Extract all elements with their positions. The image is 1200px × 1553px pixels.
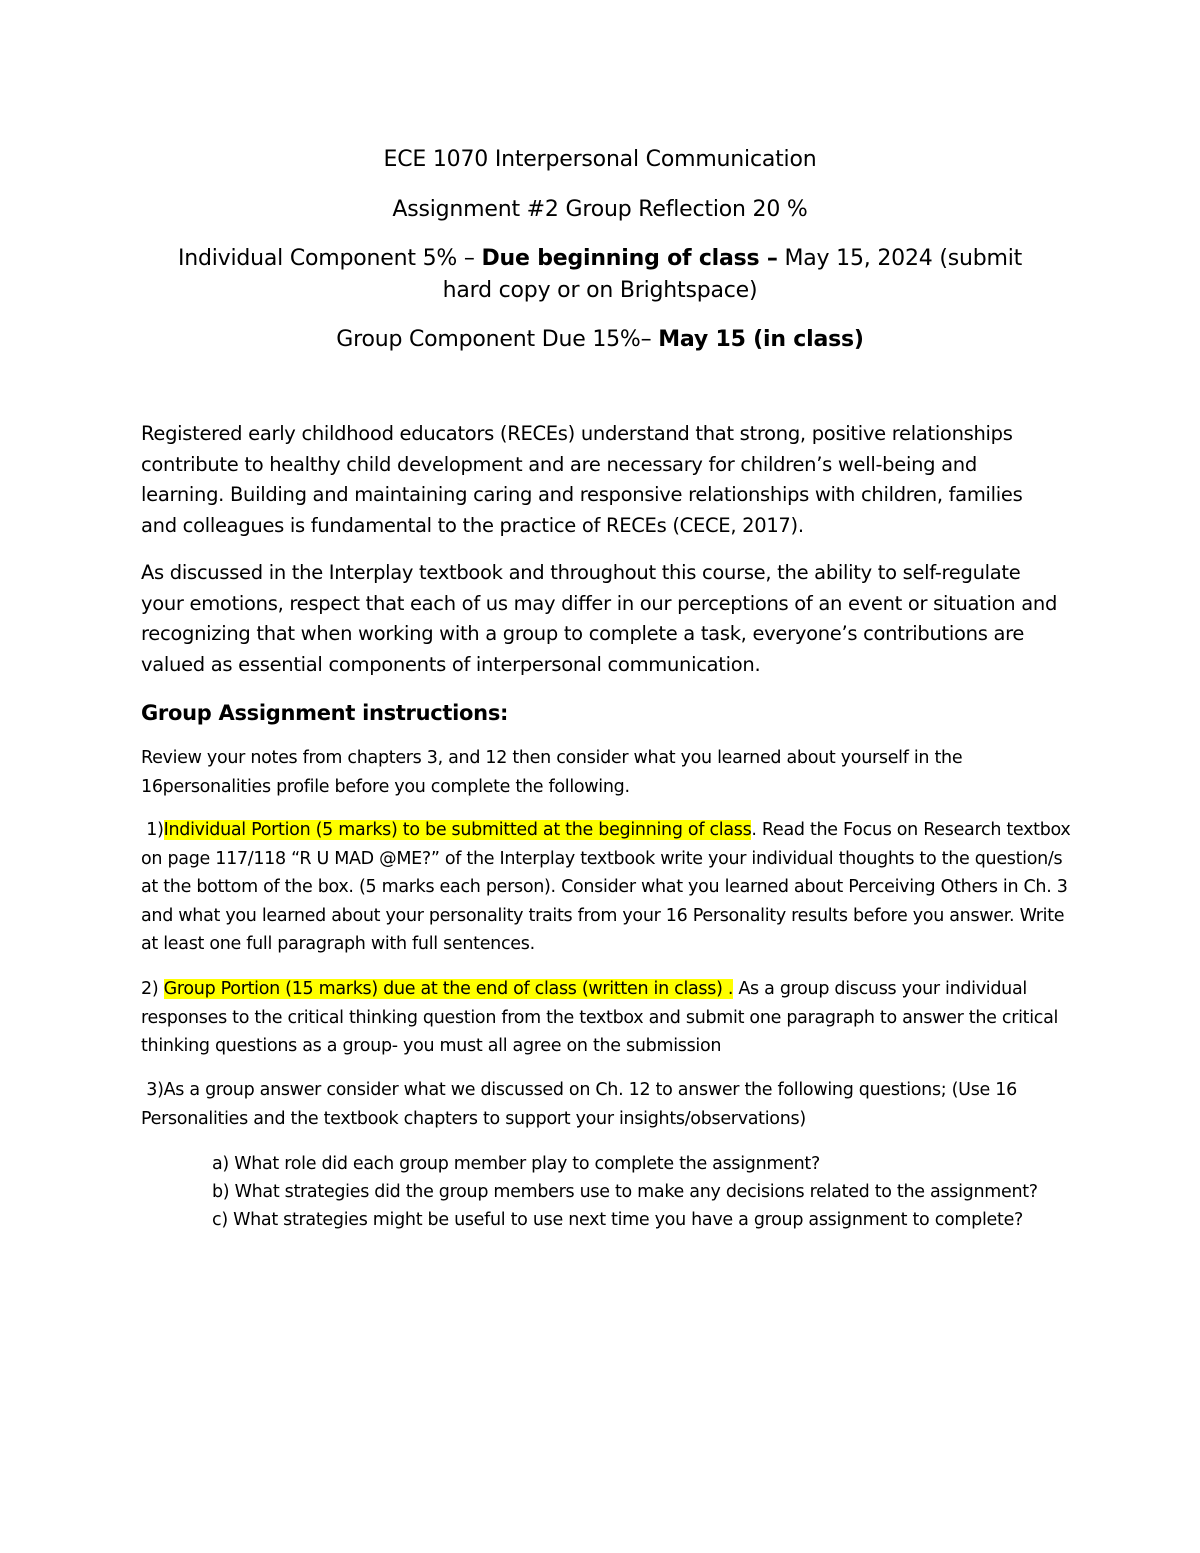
intro-paragraph-1: Registered early childhood educators (RECEs) understand that strong, positive relationships contribute to healthy child development and are necessary for children’s well-being and learning. Building and maintaining caring and responsive relationships with children, families and colleagues is fundamental to the practice of RECEs (CECE, 2017). — [141, 422, 1023, 537]
list-item: c) What strategies might be useful to use next time you have a group assignment to complete? — [212, 1210, 1024, 1230]
item-1-highlight: Individual Portion (5 marks) to be submitted at the beginning of class — [163, 820, 752, 840]
item-1-text: . Read the Focus on Research textbox on page 117/118 “R U MAD @ME?” of the Interplay textbook write your individual thoughts to the question/s at the bottom of the box. (5 marks each person). Consider what you learned about Perceiving Others in Ch. 3 and what you learned about your personality traits from your 16 Personality results before you answer. Write at least one full paragraph with full sentences. — [141, 820, 1071, 954]
intro-paragraph-2: As discussed in the Interplay textbook and throughout this course, the ability to self-regulate your emotions, respect that each of us may differ in our perceptions of an event or situation and recognizing that when working with a group to complete a task, everyone’s contributions are valued as essential components of interpersonal communication. — [141, 561, 1058, 676]
group-component-prefix: Group Component Due 15%– — [336, 327, 659, 352]
question-list — [212, 1150, 1038, 1234]
item-group-portion — [141, 975, 1076, 1061]
review-paragraph: Review your notes from chapters 3, and 12 then consider what you learned about yourself in the 16personalities profile before you complete the following. — [141, 748, 963, 797]
item-2-highlight: Group Portion (15 marks) due at the end of class (written in class) . — [163, 979, 734, 999]
assignment-title: Assignment #2 Group Reflection 20 % — [392, 197, 808, 222]
list-item: a) What role did each group member play to complete the assignment? — [212, 1154, 820, 1174]
group-component-due: May 15 (in class) — [658, 327, 864, 352]
individual-component-due: Due beginning of class – — [481, 246, 778, 271]
individual-component-line — [150, 243, 1050, 307]
item-group-questions — [141, 1076, 1076, 1133]
individual-component-date: May 15, 2024 (submit hard copy or on Brightspace) — [442, 246, 1023, 303]
item-3-text: 3)As a group answer consider what we discussed on Ch. 12 to answer the following questions; (Use 16 Personalities and the textbook chapters to support your insights/observations) — [141, 1080, 1017, 1129]
individual-component-prefix: Individual Component 5% – — [177, 246, 482, 271]
item-2-number: 2) — [141, 979, 164, 999]
group-component-line — [0, 324, 1200, 356]
item-individual-portion — [141, 816, 1076, 959]
course-title: ECE 1070 Interpersonal Communication — [383, 147, 817, 172]
item-2-text: As a group discuss your individual responses to the critical thinking question from the textbox and submit one paragraph to answer the critical thinking questions as a group- you must all agree on the submission — [141, 979, 1059, 1056]
instructions-heading: Group Assignment instructions: — [141, 701, 509, 725]
list-item: b) What strategies did the group members use to make any decisions related to the assignment? — [212, 1182, 1038, 1202]
item-1-number: 1) — [146, 820, 164, 840]
